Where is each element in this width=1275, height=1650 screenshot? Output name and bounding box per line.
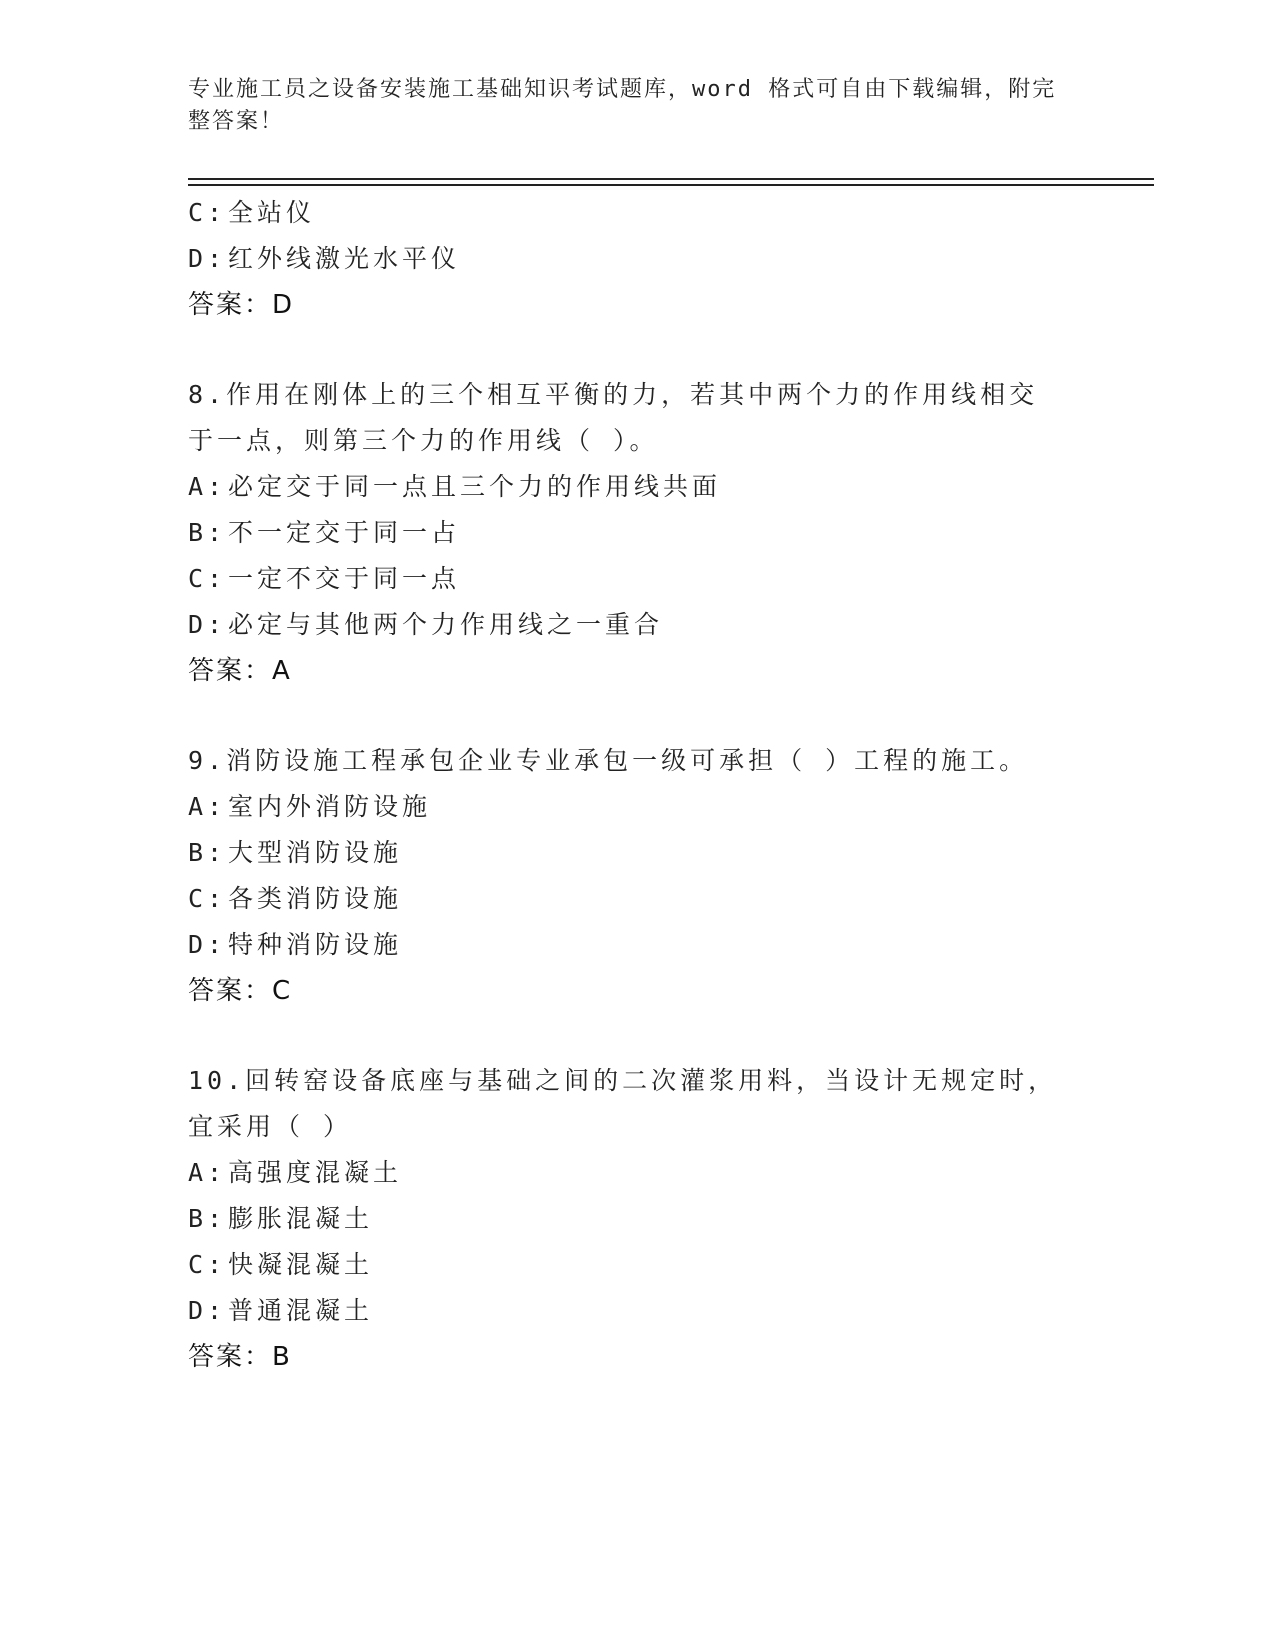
option-text: 普通混凝土 xyxy=(228,1296,374,1325)
question-block-8 xyxy=(188,372,1088,694)
option-line xyxy=(188,190,1088,236)
option-letter: A: xyxy=(188,1158,227,1187)
question-block-10 xyxy=(188,1058,1088,1380)
option-letter: C: xyxy=(188,564,227,593)
option-letter: B: xyxy=(188,838,227,867)
answer-line: 答案：D xyxy=(188,290,295,320)
question-stem: 9.消防设施工程承包企业专业承包一级可承担（ ）工程的施工。 xyxy=(188,746,1029,775)
option-letter: D: xyxy=(188,244,227,273)
option-line xyxy=(188,1196,1088,1242)
option-letter: C: xyxy=(188,1250,227,1279)
option-text: 特种消防设施 xyxy=(228,930,403,959)
option-text: 全站仪 xyxy=(228,198,316,227)
option-text: 各类消防设施 xyxy=(228,884,403,913)
option-letter: A: xyxy=(188,792,227,821)
header-divider-top xyxy=(188,178,1154,180)
option-line xyxy=(188,784,1088,830)
option-line xyxy=(188,236,1088,282)
answer-line: 答案：A xyxy=(188,656,292,686)
question-stem: 8.作用在刚体上的三个相互平衡的力，若其中两个力的作用线相交于一点，则第三个力的作用线（ ）。 xyxy=(188,380,1039,455)
option-letter: C: xyxy=(188,198,227,227)
option-line xyxy=(188,922,1088,968)
option-text: 高强度混凝土 xyxy=(228,1158,403,1187)
option-line xyxy=(188,1150,1088,1196)
answer-line: 答案：B xyxy=(188,1342,292,1372)
document-header-note: 专业施工员之设备安装施工基础知识考试题库，word 格式可自由下载编辑，附完整答案！ xyxy=(188,77,1057,134)
option-text: 快凝混凝土 xyxy=(228,1250,374,1279)
option-line xyxy=(188,464,1088,510)
option-letter: B: xyxy=(188,1204,227,1233)
header-divider-bottom xyxy=(188,184,1154,186)
option-letter: C: xyxy=(188,884,227,913)
prev-question-block xyxy=(188,190,1088,328)
option-letter: D: xyxy=(188,1296,227,1325)
option-text: 不一定交于同一占 xyxy=(228,518,461,547)
option-line xyxy=(188,510,1088,556)
option-text: 膨胀混凝土 xyxy=(228,1204,374,1233)
question-stem: 10.回转窑设备底座与基础之间的二次灌浆用料，当设计无规定时，宜采用（ ） xyxy=(188,1066,1058,1141)
option-letter: A: xyxy=(188,472,227,501)
option-text: 室内外消防设施 xyxy=(228,792,432,821)
question-block-9 xyxy=(188,738,1088,1014)
option-letter: D: xyxy=(188,610,227,639)
option-line xyxy=(188,1288,1088,1334)
option-line xyxy=(188,876,1088,922)
option-line xyxy=(188,556,1088,602)
option-line xyxy=(188,1242,1088,1288)
question-content xyxy=(188,190,1088,1380)
option-line xyxy=(188,830,1088,876)
option-text: 大型消防设施 xyxy=(228,838,403,867)
option-letter: B: xyxy=(188,518,227,547)
option-text: 红外线激光水平仪 xyxy=(228,244,461,273)
answer-line: 答案：C xyxy=(188,976,293,1006)
option-letter: D: xyxy=(188,930,227,959)
option-text: 必定与其他两个力作用线之一重合 xyxy=(228,610,664,639)
option-line xyxy=(188,602,1088,648)
option-text: 一定不交于同一点 xyxy=(228,564,461,593)
option-text: 必定交于同一点且三个力的作用线共面 xyxy=(228,472,722,501)
